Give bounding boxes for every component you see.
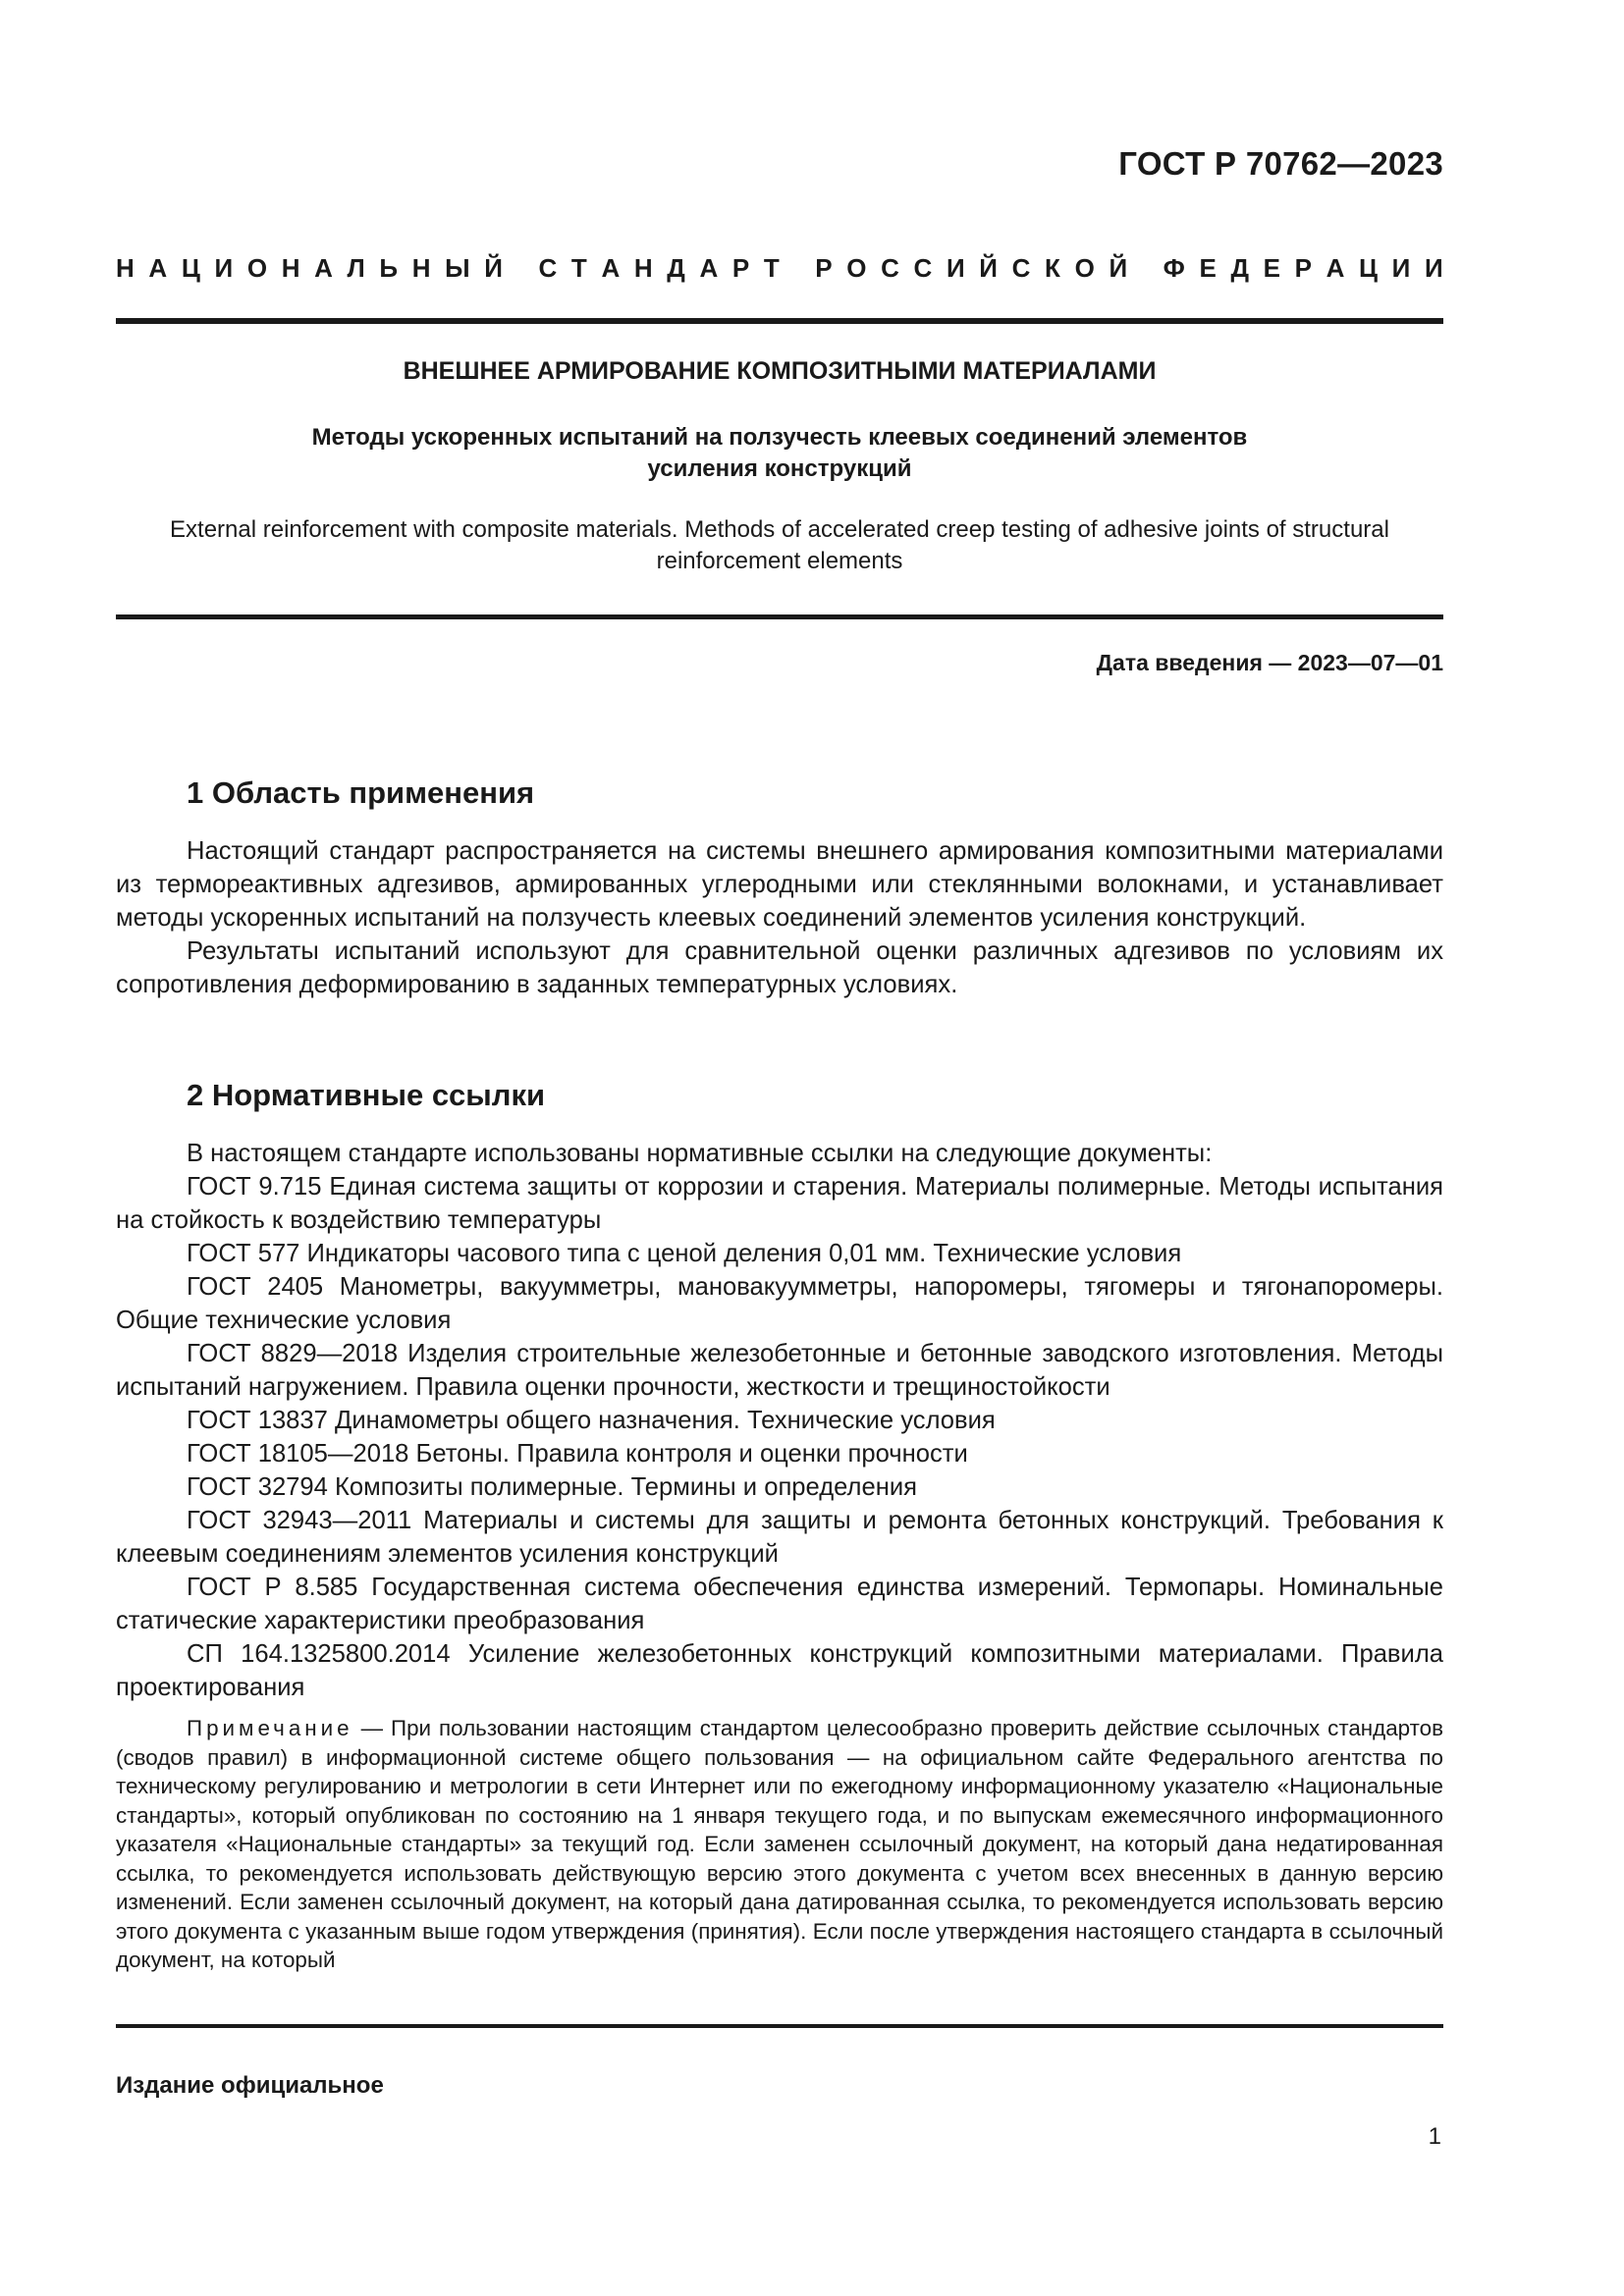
banner-letter: И [214,253,234,283]
reference-item: ГОСТ 8829—2018 Изделия строительные железобетонные и бетонные заводского изготовления. Методы испытаний нагружением. Правила оценки прочности, жесткости и трещиностойкости [116,1340,1443,1401]
section-1-paragraph: Результаты испытаний используют для сравнительной оценки различных адгезивов по условиям их сопротивления деформированию в заданных температурных условиях. [116,937,1443,998]
reference-item: ГОСТ Р 8.585 Государственная система обеспечения единства измерений. Термопары. Номинальные статические характеристики преобразования [116,1574,1443,1634]
banner-letter: С [538,253,558,283]
banner-letter: А [314,253,333,283]
note-text: — При пользовании настоящим стандартом целесообразно проверить действие ссылочных стандартов (сводов правил) в информационной системе общего пользования — на официальном сайте Федерального агентства по техническому регулированию и метрологии в сети Интернет или по ежегодному информационному указателю «Национальные стандарты», который опубликован по состоянию на 1 января текущего года, и по выпускам ежемесячного информационного указателя «Национальные стандарты» за текущий год. Если заменен ссылочный документ, на который дана недатированная ссылка, то рекомендуется использовать действующую версию этого документа с учетом всех внесенных в данную версию изменений. Если заменен ссылочный документ, на который дана датированная ссылка, то рекомендуется использовать версию этого документа с указанным выше годом утверждения (принятия). Если после утверждения настоящего стандарта в ссылочный документ, на который [116,1716,1443,1972]
banner-letter: А [601,253,621,283]
banner-letter: Й [1109,253,1128,283]
document-title: ВНЕШНЕЕ АРМИРОВАНИЕ КОМПОЗИТНЫМИ МАТЕРИАЛАМИ [403,357,1157,385]
banner-letter: Ц [1359,253,1379,283]
effective-date: Дата введения — 2023—07—01 [1096,650,1443,675]
top-divider [116,318,1443,324]
banner-letter: Р [731,253,750,283]
reference-item: ГОСТ 32794 Композиты полимерные. Термины и определения [187,1473,917,1501]
banner-letter: Ц [181,253,200,283]
reference-item: ГОСТ 577 Индикаторы часового типа с ценой деления 0,01 мм. Технические условия [187,1240,1182,1267]
banner-letter: С [1011,253,1031,283]
banner-letter: Ф [1163,253,1185,283]
banner-letter: Н [281,253,300,283]
reference-item: ГОСТ 2405 Манометры, вакуумметры, мановакуумметры, напоромеры, тягомеры и тягонапоромеры. Общие технические условия [116,1273,1443,1334]
section-2-heading: 2 Нормативные ссылки [187,1078,546,1112]
national-standard-banner [116,253,1443,284]
banner-letter: Е [1199,253,1217,283]
banner-letter: С [881,253,899,283]
reference-item: ГОСТ 32943—2011 Материалы и системы для защиты и ремонта бетонных конструкций. Требования к клеевым соединениям элементов усиления конструкций [116,1507,1443,1568]
banner-letter: Й [979,253,998,283]
section-1-body [116,834,1443,1001]
banner-letter: Т [570,253,587,283]
references-intro: В настоящем стандарте использованы нормативные ссылки на следующие документы: [187,1140,1213,1167]
banner-letter: А [699,253,719,283]
banner-letter: С [913,253,933,283]
banner-letter: Т [763,253,780,283]
banner-letter [793,253,800,284]
banner-letter: Н [633,253,653,283]
banner-letter: И [1391,253,1411,283]
banner-letter: Е [1263,253,1280,283]
document-subtitle: Методы ускоренных испытаний на ползучесть клеевых соединений элементов усиления конструкций [311,424,1248,482]
banner-letter: Н [411,253,431,283]
banner-letter: И [946,253,965,283]
banner-letter: А [148,253,168,283]
reference-item: ГОСТ 9.715 Единая система защиты от коррозии и старения. Материалы полимерные. Методы испытания на стойкость к воздействию температуры [116,1173,1443,1234]
banner-letter: К [1045,253,1060,283]
banner-letter: А [1326,253,1345,283]
reference-item: ГОСТ 18105—2018 Бетоны. Правила контроля и оценки прочности [187,1440,968,1468]
banner-letter: И [1425,253,1443,283]
banner-letter: О [846,253,867,283]
note-block [116,1714,1443,1975]
banner-letter: Ы [445,253,470,283]
banner-letter [1142,253,1149,284]
banner-letter: Н [116,253,135,283]
reference-item: СП 164.1325800.2014 Усиление железобетонных конструкций композитными материалами. Правила проектирования [116,1640,1443,1701]
english-title: External reinforcement with composite materials. Methods of accelerated creep testing of adhesive joints of structural reinforcement elements [170,516,1389,574]
banner-letter: Д [667,253,685,283]
banner-letter [517,253,524,284]
banner-letter: Р [1294,253,1312,283]
footer-divider [116,2024,1443,2028]
banner-letter: Й [484,253,503,283]
official-edition-label: Издание официальное [116,2072,384,2099]
banner-letter: О [1074,253,1095,283]
note-label: Примечание [187,1716,353,1740]
banner-letter: Д [1230,253,1249,283]
section-1-heading: 1 Область применения [187,775,535,810]
reference-item: ГОСТ 13837 Динамометры общего назначения. Технические условия [187,1407,996,1434]
section-2-body [116,1137,1443,1704]
banner-letter: Р [815,253,833,283]
standard-code: ГОСТ Р 70762—2023 [1118,145,1443,182]
banner-letter: Ь [379,253,399,283]
page-number: 1 [1428,2123,1441,2150]
banner-letter: О [246,253,268,283]
section-1-paragraph: Настоящий стандарт распространяется на системы внешнего армирования композитными материалами из термореактивных адгезивов, армированных углеродными или стеклянными волокнами, и устанавливает методы ускоренных испытаний на ползучесть клеевых соединений элементов усиления конструкций. [116,837,1443,932]
title-divider [116,614,1443,619]
banner-letter: Л [347,253,365,283]
